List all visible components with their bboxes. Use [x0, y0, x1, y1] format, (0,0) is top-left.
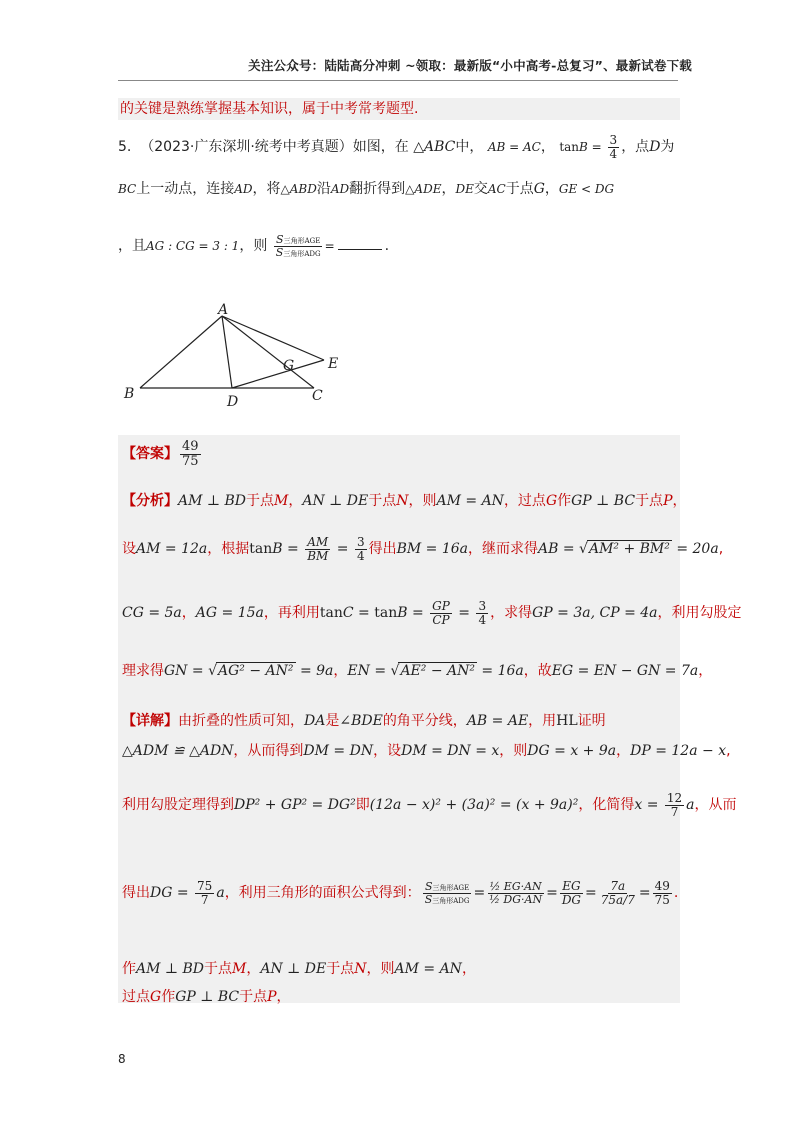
- label-e: E: [328, 356, 339, 372]
- page-header: 关注公众号：陆陆高分冲刺 ~领取：最新版“小中高考-总复习”、最新试卷下载: [248, 58, 692, 73]
- problem-line-3: ，且AG : CG = 3 : 1，则 $\frac{\text{S三角形AGE}}{\text{S三角形ADG}}$ = .: [118, 233, 390, 259]
- problem-line-2: BC上一动点，连接AD，将△ABD沿AD翻折得到△ADE，DE交AC于点G，GE < DG: [118, 181, 615, 197]
- detail-line-4: 得出DG = $\frac{75}{7}$ a，利用三角形的面积公式得到： $\frac{\text{S三角形AGE}}{\text{S三角形ADG}}$ = $\frac{\text{½ EG·AN}}{\text{½ DG·AN}}$ = $\frac{EG}{DG}$ = $\frac{7a}{75a/7}$ = $\frac{49}{75}$ .: [122, 879, 679, 907]
- problem-source: （2023·广东深圳·统考中考真题）: [140, 139, 353, 156]
- geometry-figure: [118, 302, 358, 412]
- detail-line-5: 作AM ⊥ BD于点M，AN ⊥ DE于点N，则AM = AN，: [122, 961, 476, 977]
- label-b: B: [124, 386, 135, 402]
- segment-ad: [222, 316, 232, 388]
- analysis-line-2: 设AM = 12a，根据tanB = $\frac{AM}{BM}$ = $\frac{3}{4}$ 得出BM = 16a，继而求得AB = √AM² + BM² = 20a,: [122, 535, 724, 563]
- segment-ab: [140, 316, 222, 388]
- header-divider: [118, 80, 678, 81]
- answer-numerator: 49: [182, 439, 199, 454]
- problem-line-1: 5. （2023·广东深圳·统考中考真题）如图，在 △ABC中， AB = AC， tanB = $\frac{3}{4}$ ，点D为: [118, 133, 675, 161]
- detail-line-6: 过点G作GP ⊥ BC于点P，: [122, 989, 291, 1005]
- analysis-tag: 【分析】: [122, 493, 178, 509]
- detail-line-1: 【详解】由折叠的性质可知，DA是∠BDE的角平分线，AB = AE，用HL证明: [122, 713, 606, 729]
- intro-text: 的关键是熟练掌握基本知识，属于中考常考题型.: [118, 98, 680, 120]
- problem-number: 5.: [118, 139, 132, 156]
- page-number: 8: [118, 1052, 126, 1066]
- analysis-line-4: 理求得GN = √AG² − AN² = 9a，EN = √AE² − AN² = 16a，故EG = EN − GN = 7a，: [122, 663, 713, 679]
- detail-line-2: △ADM ≌ △ADN，从而得到DM = DN，设DM = DN = x，则DG = x + 9a，DP = 12a − x,: [122, 743, 731, 759]
- label-c: C: [312, 388, 323, 404]
- label-d: D: [227, 394, 239, 410]
- label-a: A: [218, 302, 229, 318]
- answer-blank: [338, 249, 382, 250]
- detail-line-3: 利用勾股定理得到DP² + GP² = DG²即(12a − x)² + (3a)² = (x + 9a)²，化简得x = $\frac{12}{7}$ a，从而: [122, 791, 737, 819]
- detail-tag: 【详解】: [122, 713, 178, 729]
- label-g: G: [283, 358, 295, 374]
- analysis-line-3: CG = 5a，AG = 15a，再利用tanC = tanB = $\frac{GP}{CP}$ = $\frac{3}{4}$ ，求得GP = 3a, CP = 4a，利用勾股定: [122, 599, 742, 627]
- answer-denominator: 75: [182, 453, 199, 469]
- segment-ae: [222, 316, 324, 360]
- answer-tag: 【答案】: [122, 446, 178, 463]
- analysis-line-1: 【分析】AM ⊥ BD于点M，AN ⊥ DE于点N，则AM = AN，过点G作GP ⊥ BC于点P，: [122, 493, 687, 509]
- segment-de: [232, 360, 324, 388]
- answer-line: [122, 440, 203, 468]
